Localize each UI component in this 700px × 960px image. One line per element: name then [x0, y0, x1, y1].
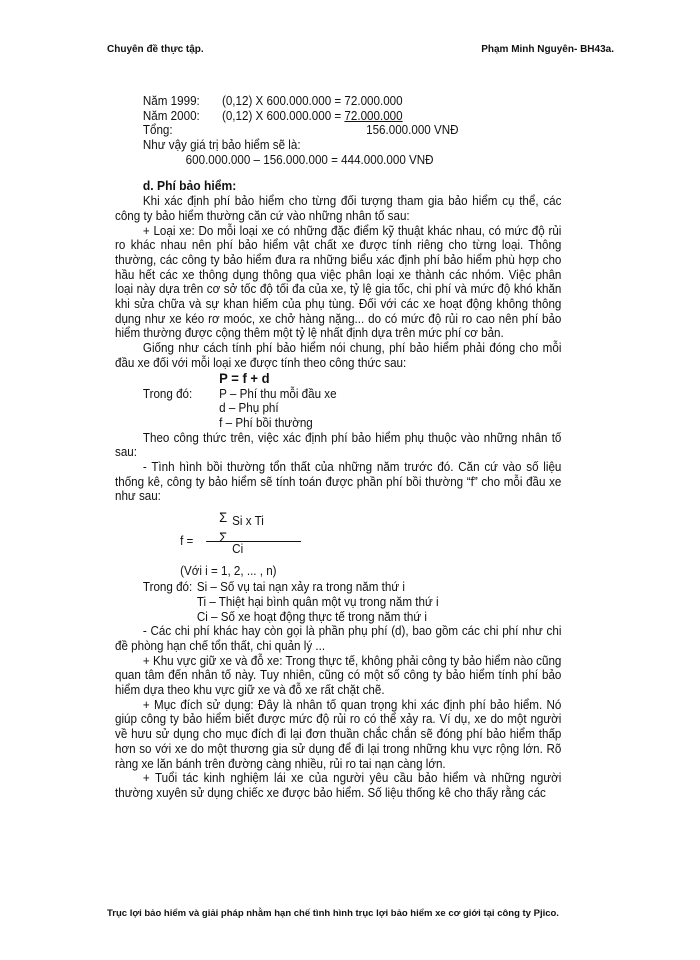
other-costs-paragraph: - Các chi phí khác hay còn gọi là phần phụ phí (d), bao gồm các chi phí như chi đề phòng hạn chế tổn thất, chi quản lý ...	[115, 624, 562, 653]
index-range: (Với i = 1, 2, ... , n)	[180, 564, 277, 579]
loss-history-paragraph: - Tình hình bồi thường tổn thất của những năm trước đó. Căn cứ vào số liệu thống kê, công ty bảo hiểm sẽ tính toán được phần phí bồi thường “f” cho mỗi đầu xe như sau:	[115, 460, 562, 504]
header-left: Chuyên đề thực tập.	[107, 44, 204, 55]
def-p: P – Phí thu mỗi đầu xe	[219, 386, 337, 401]
footer-title: Trục lợi bảo hiểm và giải pháp nhằm hạn chế tình hình trục lợi bảo hiểm xe cơ giới tại công ty Pjico.	[107, 908, 559, 919]
year-2000-label: Năm 2000:	[142, 108, 200, 123]
def-ci: Ci – Số xe hoạt động thực tế trong năm thứ i	[196, 609, 427, 624]
section-heading: d. Phí bảo hiểm:	[142, 178, 237, 194]
total-label: Tổng:	[142, 123, 173, 138]
def-f-row	[115, 416, 561, 431]
denominator: Ci	[232, 542, 244, 557]
fraction-formula	[115, 504, 561, 580]
premium-formula: P = f + d	[219, 369, 270, 386]
value-intro-row	[115, 138, 561, 153]
parking-paragraph: + Khu vực giữ xe và đỗ xe: Trong thực tế, không phải công ty bảo hiểm nào cũng quan tâm đến nhân tố này. Tuy nhiên, cũng có một số công ty bảo hiểm tính phí bảo hiểm dựa theo khu vực giữ xe và đỗ xe rất chặt chẽ.	[115, 653, 562, 698]
def-si: Si – Số vụ tai nạn xảy ra trong năm thứ i	[196, 580, 405, 595]
calc-row-total	[115, 123, 561, 138]
year-1999-expr: (0,12) X 600.000.000 = 72.000.000	[221, 94, 403, 108]
value-intro: Như vậy giá trị bảo hiểm sẽ là:	[142, 138, 301, 153]
def-d: d – Phụ phí	[219, 401, 279, 416]
sigma-bottom: Σ	[219, 529, 228, 546]
calc-row-1999	[115, 94, 561, 109]
age-paragraph: + Tuổi tác kinh nghiệm lái xe của người yêu cầu bảo hiểm và những người thường xuyên sử dụng chiếc xe được bảo hiểm. Số liệu thống kê cho thấy rằng các	[115, 771, 562, 800]
total-value: 156.000.000 VNĐ	[366, 123, 459, 138]
purpose-paragraph: + Mục đích sử dụng: Đây là nhân tố quan trọng khi xác định phí bảo hiểm. Nó giúp công ty bảo hiểm biết được mức độ rủi ro có thể xảy ra. Ví dụ, xe do một người về hưu sử dụng cho mục đích đi lại đơn thuần chắc chắn sẽ đóng phí bảo hiểm thấp hơn so với xe do một thương gia sử dụng để đi lại trong những khu vực rộng lớn. Rõ ràng xe lăn bánh trên đường càng nhiều, rủi ro tai nạn càng lớn.	[115, 697, 562, 771]
vehicle-type-paragraph: + Loại xe: Do mỗi loại xe có những đặc điểm kỹ thuật khác nhau, có mức độ rủi ro khác nhau nên phí bảo hiểm vật chất xe được tính riêng cho từng loại. Thông thường, các công ty bảo hiểm đưa ra những biểu xác định phí bảo hiểm phù hợp cho hầu hết các xe thông dụng thông qua việc phân loại xe thành các nhóm. Việc phân loại này dựa trên cơ sở tốc độ tối đa của xe, tỷ lệ gia tốc, chi phí và mức độ khó khăn khi sửa chữa và sự khan hiếm của phụ tùng. Đối với các xe hoạt động không thông dụng như xe kéo rơ moóc, xe chở hàng nặng... do có mức độ rủi ro cao nên phí bảo hiểm thường được cộng thêm một tỷ lệ nhất định dựa trên mức phí cơ bản.	[115, 223, 562, 341]
def-ci-row	[115, 610, 561, 625]
general-paragraph: Giống như cách tính phí bảo hiểm nói chung, phí bảo hiểm phải đóng cho mỗi đầu xe đối với mỗi loại xe được tính theo công thức sau:	[115, 341, 562, 370]
intro-paragraph: Khi xác định phí bảo hiểm cho từng đối tượng tham gia bảo hiểm cụ thể, các công ty bảo hiểm thường căn cứ vào những nhân tố sau:	[115, 194, 562, 223]
f-equals: f =	[180, 534, 194, 549]
factors-intro-paragraph: Theo công thức trên, việc xác định phí bảo hiểm phụ thuộc vào những nhân tố sau:	[115, 430, 562, 460]
value-expr: 600.000.000 – 156.000.000 = 444.000.000 VNĐ	[185, 152, 434, 167]
trong-do-label: Trong đó:	[142, 386, 193, 401]
calc-row-2000	[115, 109, 561, 124]
year-1999-label: Năm 1999:	[142, 94, 200, 108]
trong-do-label-2: Trong đó:	[142, 580, 193, 595]
year-2000-result: 72.000.000	[344, 108, 403, 123]
year-2000-expr: (0,12) X 600.000.000 =	[221, 108, 345, 123]
value-expr-row	[115, 153, 561, 168]
def-ti: Ti – Thiệt hại bình quân một vụ trong năm thứ i	[196, 594, 439, 609]
document-body	[115, 94, 561, 801]
year-2000-expr-line	[222, 109, 403, 124]
def-p-row	[115, 387, 561, 402]
def-d-row	[115, 401, 561, 416]
sigma-top: Σ	[219, 509, 228, 526]
def-f: f – Phí bồi thường	[219, 415, 313, 430]
numerator: Si x Ti	[232, 514, 264, 529]
def-si-row	[115, 580, 561, 595]
header-right: Phạm Minh Nguyên- BH43a.	[481, 44, 614, 55]
formula-row	[115, 371, 561, 387]
def-ti-row	[115, 595, 561, 610]
